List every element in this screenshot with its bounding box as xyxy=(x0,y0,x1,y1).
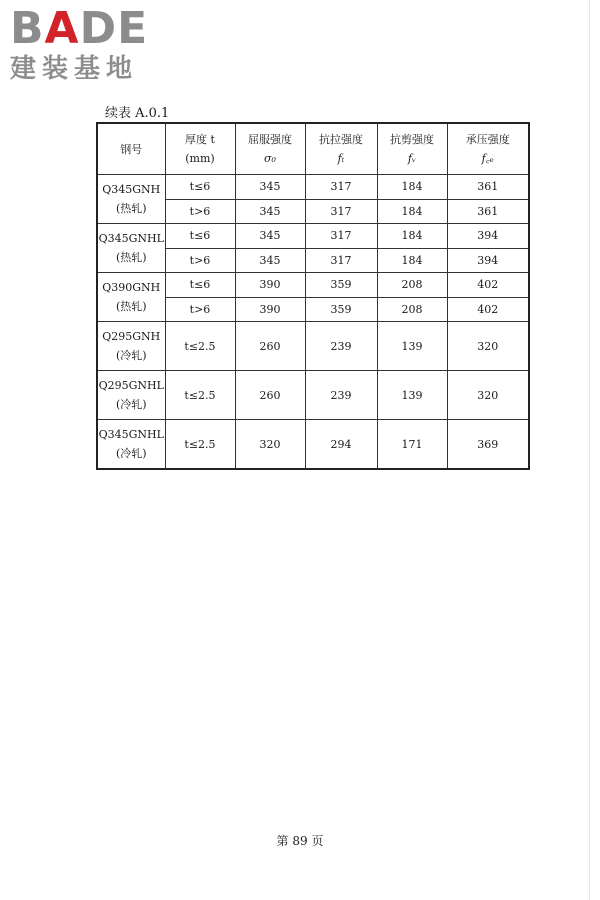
value-cell: 320 xyxy=(235,420,305,470)
thickness-cell: t≤6 xyxy=(165,224,235,249)
thickness-cell: t≤6 xyxy=(165,273,235,298)
value-cell: 317 xyxy=(305,199,377,224)
header-yield: 屈服强度 σ₀ xyxy=(235,123,305,175)
value-cell: 184 xyxy=(377,199,447,224)
thickness-cell: t≤6 xyxy=(165,175,235,200)
header-thickness: 厚度 t (mm) xyxy=(165,123,235,175)
grade-cell: Q345GNHL (冷轧) xyxy=(97,420,165,470)
grade-cell: Q295GNH (冷轧) xyxy=(97,322,165,371)
page-number: 第 89 页 xyxy=(276,834,324,848)
table-row xyxy=(97,420,529,470)
value-cell: 139 xyxy=(377,322,447,371)
logo-wordmark: BADE xyxy=(10,3,149,54)
thickness-cell: t≤2.5 xyxy=(165,371,235,420)
value-cell: 402 xyxy=(447,273,529,298)
grade-cell: Q345GNH (热轧) xyxy=(97,175,165,224)
value-cell: 390 xyxy=(235,297,305,322)
table-row xyxy=(97,322,529,371)
bade-logo xyxy=(10,3,180,84)
value-cell: 320 xyxy=(447,322,529,371)
value-cell: 345 xyxy=(235,248,305,273)
header-bearing: 承压强度 f꜀ₑ xyxy=(447,123,529,175)
steel-strength-table xyxy=(96,122,530,470)
value-cell: 320 xyxy=(447,371,529,420)
value-cell: 369 xyxy=(447,420,529,470)
value-cell: 359 xyxy=(305,273,377,298)
value-cell: 239 xyxy=(305,371,377,420)
table-caption: 续表 A.0.1 xyxy=(105,106,170,121)
thickness-cell: t≤2.5 xyxy=(165,322,235,371)
header-tensile: 抗拉强度 fₜ xyxy=(305,123,377,175)
value-cell: 317 xyxy=(305,248,377,273)
value-cell: 394 xyxy=(447,248,529,273)
header-row xyxy=(97,123,529,175)
value-cell: 345 xyxy=(235,199,305,224)
value-cell: 394 xyxy=(447,224,529,249)
value-cell: 345 xyxy=(235,175,305,200)
value-cell: 402 xyxy=(447,297,529,322)
value-cell: 171 xyxy=(377,420,447,470)
scan-edge xyxy=(589,0,590,900)
value-cell: 345 xyxy=(235,224,305,249)
value-cell: 260 xyxy=(235,322,305,371)
value-cell: 239 xyxy=(305,322,377,371)
grade-cell: Q390GNH (热轧) xyxy=(97,273,165,322)
table-row xyxy=(97,371,529,420)
value-cell: 184 xyxy=(377,224,447,249)
value-cell: 294 xyxy=(305,420,377,470)
thickness-cell: t≤2.5 xyxy=(165,420,235,470)
header-grade: 钢号 xyxy=(97,123,165,175)
thickness-cell: t>6 xyxy=(165,297,235,322)
logo-subtitle: 建装基地 xyxy=(10,54,139,84)
value-cell: 359 xyxy=(305,297,377,322)
value-cell: 390 xyxy=(235,273,305,298)
grade-cell: Q345GNHL (热轧) xyxy=(97,224,165,273)
value-cell: 139 xyxy=(377,371,447,420)
value-cell: 317 xyxy=(305,224,377,249)
value-cell: 208 xyxy=(377,297,447,322)
value-cell: 317 xyxy=(305,175,377,200)
value-cell: 208 xyxy=(377,273,447,298)
value-cell: 184 xyxy=(377,248,447,273)
header-shear: 抗剪强度 fᵥ xyxy=(377,123,447,175)
table-row xyxy=(97,175,529,200)
table-row xyxy=(97,273,529,298)
value-cell: 260 xyxy=(235,371,305,420)
table-row xyxy=(97,224,529,249)
value-cell: 184 xyxy=(377,175,447,200)
value-cell: 361 xyxy=(447,199,529,224)
value-cell: 361 xyxy=(447,175,529,200)
thickness-cell: t>6 xyxy=(165,199,235,224)
thickness-cell: t>6 xyxy=(165,248,235,273)
grade-cell: Q295GNHL (冷轧) xyxy=(97,371,165,420)
